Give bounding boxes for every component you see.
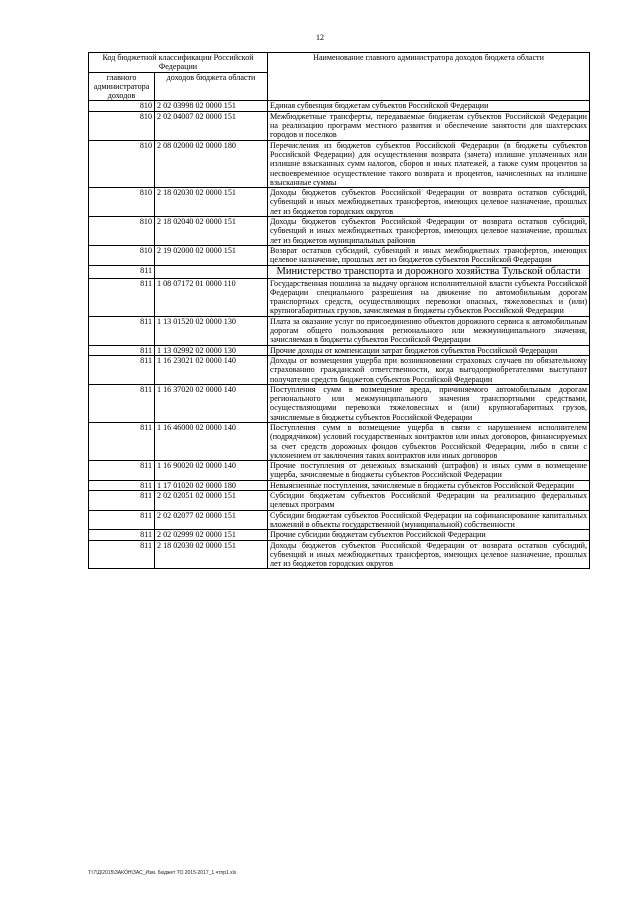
- income-name-cell: Доходы бюджетов субъектов Российской Федерации от возврата остатков субсидий, субвенций и иных межбюджетных трансфертов, имеющих целевое назначение, прошлых лет из бюджетов городских округов: [268, 540, 590, 569]
- income-name-cell: Невыясненные поступления, зачисляемые в бюджеты субъектов Российской Федерации: [268, 480, 590, 490]
- admin-code-cell: 811: [89, 278, 155, 316]
- admin-code-cell: 811: [89, 510, 155, 530]
- income-name-cell: Доходы бюджетов субъектов Российской Федерации от возврата остатков субсидий, субвенций и иных межбюджетных трансфертов, имеющих целевое назначение, прошлых лет из бюджетов муниципальных районов: [268, 217, 590, 246]
- income-name-cell: Возврат остатков субсидий, субвенций и иных межбюджетных трансфертов, имеющих целевое назначение, прошлых лет из бюджетов субъектов Российской Федерации: [268, 245, 590, 265]
- income-code-cell: 1 08 07172 01 0000 110: [155, 278, 268, 316]
- income-name-cell: Доходы от возмещения ущерба при возникновении страховых случаев по обязательному страхованию гражданской ответственности, когда выгодоприобретателями выступают получатели средств бюджетов субъектов Российской Федерации: [268, 355, 590, 384]
- table-row: [89, 245, 590, 265]
- income-name-cell: Единая субвенция бюджетам субъектов Российской Федерации: [268, 101, 590, 111]
- income-name-cell: Субсидии бюджетам субъектов Российской Федерации на софинансирование капитальных вложений в объекты государственной (муниципальной) собственности: [268, 510, 590, 530]
- income-name-cell: Прочие доходы от компенсации затрат бюджетов субъектов Российской Федерации: [268, 345, 590, 355]
- income-name-cell: Плата за оказание услуг по присоединению объектов дорожного сервиса к автомобильным дорогам общего пользования регионального или межмуниципального значения, зачисляемая в бюджеты субъектов Российской Федерации: [268, 316, 590, 345]
- section-header-row: [89, 265, 590, 278]
- table-row: [89, 111, 590, 140]
- income-code-cell: 1 16 37020 02 0000 140: [155, 384, 268, 422]
- table-row: [89, 491, 590, 511]
- table-row: [89, 217, 590, 246]
- admin-code-cell: 810: [89, 140, 155, 187]
- table-row: [89, 101, 590, 111]
- income-code-cell: 2 02 02999 02 0000 151: [155, 530, 268, 540]
- section-admin-code: 811: [89, 265, 155, 278]
- table-row: [89, 422, 590, 460]
- admin-code-cell: 810: [89, 101, 155, 111]
- income-name-cell: Прочие субсидии бюджетам субъектов Российской Федерации: [268, 530, 590, 540]
- income-code-cell: 1 13 01520 02 0000 130: [155, 316, 268, 345]
- table-header: [89, 53, 590, 101]
- income-code-cell: 1 13 02992 02 0000 130: [155, 345, 268, 355]
- income-code-cell: 2 02 03998 02 0000 151: [155, 101, 268, 111]
- income-code-cell: 2 18 02030 02 0000 151: [155, 540, 268, 569]
- table-row: [89, 188, 590, 217]
- income-name-cell: Перечисления из бюджетов субъектов Российской Федерации (в бюджеты субъектов Российской Федерации) для осуществления возврата (зачета) излишне уплаченных или излишне взысканных сумм налогов, сборов и иных платежей, а также сумм процентов за несвоевременное осуществление такого возврата и процентов, начисленных на излишне взысканные суммы: [268, 140, 590, 187]
- page-number: 12: [316, 33, 324, 42]
- admin-code-cell: 810: [89, 188, 155, 217]
- table-row: [89, 140, 590, 187]
- table-row: [89, 530, 590, 540]
- admin-code-cell: 811: [89, 530, 155, 540]
- header-main-admin: главного администратора доходов: [89, 72, 155, 101]
- table-row: [89, 480, 590, 490]
- admin-code-cell: 811: [89, 355, 155, 384]
- admin-code-cell: 811: [89, 461, 155, 481]
- table-body-811: [89, 278, 590, 569]
- table-row: [89, 316, 590, 345]
- section-title: Министерство транспорта и дорожного хозяйства Тульской области: [268, 265, 590, 278]
- table-row: [89, 540, 590, 569]
- section-empty-cell: [155, 265, 268, 278]
- table-row: [89, 278, 590, 316]
- admin-code-cell: 811: [89, 316, 155, 345]
- admin-code-cell: 811: [89, 540, 155, 569]
- income-code-cell: 2 18 02030 02 0000 151: [155, 188, 268, 217]
- table-row: [89, 510, 590, 530]
- table-row: [89, 345, 590, 355]
- income-code-cell: 1 16 46000 02 0000 140: [155, 422, 268, 460]
- income-name-cell: Поступления сумм в возмещение ущерба в связи с нарушением исполнителем (подрядчиком) условий государственных контрактов или иных договоров, финансируемых за счет средств дорожных фондов субъектов Российской Федерации, либо в связи с уклонением от заключения таких контрактов или иных договоров: [268, 422, 590, 460]
- income-code-cell: 1 16 90020 02 0000 140: [155, 461, 268, 481]
- income-name-cell: Государственная пошлина за выдачу органом исполнительной власти субъекта Российской Федерации специального разрешения на движение по автомобильным дорогам транспортных средств, осуществляющих перевозки опасных, тяжеловесных и (или) крупногабаритных грузов, зачисляемая в бюджеты субъектов Российской Федерации: [268, 278, 590, 316]
- header-income-code: доходов бюджета области: [155, 72, 268, 101]
- table-row: [89, 384, 590, 422]
- income-code-cell: 2 08 02000 02 0000 180: [155, 140, 268, 187]
- file-path-footer: T:\7\Д\2015\ЗАКОН\ЗАС_Изм. бюджет ТО 2015-2017_1 чтпр1.xls: [88, 870, 237, 876]
- table-row: [89, 355, 590, 384]
- budget-classification-table: [88, 52, 590, 569]
- header-admin-name: Наименование главного администратора доходов бюджета области: [268, 53, 590, 101]
- admin-code-cell: 811: [89, 480, 155, 490]
- income-code-cell: 1 17 01020 02 0000 180: [155, 480, 268, 490]
- income-code-cell: 2 02 04007 02 0000 151: [155, 111, 268, 140]
- admin-code-cell: 811: [89, 491, 155, 511]
- income-code-cell: 1 16 23021 02 0000 140: [155, 355, 268, 384]
- header-classification-code: Код бюджетной классификации Российской Федерации: [89, 53, 268, 73]
- income-name-cell: Субсидии бюджетам субъектов Российской Федерации на реализацию федеральных целевых программ: [268, 491, 590, 511]
- admin-code-cell: 811: [89, 422, 155, 460]
- income-code-cell: 2 18 02040 02 0000 151: [155, 217, 268, 246]
- admin-code-cell: 810: [89, 245, 155, 265]
- income-name-cell: Доходы бюджетов субъектов Российской Федерации от возврата остатков субсидий, субвенций и иных межбюджетных трансфертов, имеющих целевое назначение, прошлых лет из бюджетов городских округов: [268, 188, 590, 217]
- admin-code-cell: 811: [89, 345, 155, 355]
- income-code-cell: 2 02 02051 02 0000 151: [155, 491, 268, 511]
- admin-code-cell: 810: [89, 217, 155, 246]
- income-name-cell: Межбюджетные трансферты, передаваемые бюджетам субъектов Российской Федерации на реализацию программ местного развития и обеспечение занятости для шахтерских городов и поселков: [268, 111, 590, 140]
- admin-code-cell: 810: [89, 111, 155, 140]
- income-name-cell: Прочие поступления от денежных взысканий (штрафов) и иных сумм в возмещение ущерба, зачисляемые в бюджеты субъектов Российской Федерации: [268, 461, 590, 481]
- income-code-cell: 2 02 02077 02 0000 151: [155, 510, 268, 530]
- admin-code-cell: 811: [89, 384, 155, 422]
- table-row: [89, 461, 590, 481]
- table-body-810: [89, 101, 590, 265]
- income-code-cell: 2 19 02000 02 0000 151: [155, 245, 268, 265]
- section-row: [89, 265, 590, 278]
- income-name-cell: Поступления сумм в возмещение вреда, причиняемого автомобильным дорогам регионального или межмуниципального значения транспортными средствами, осуществляющими перевозки тяжеловесных и (или) крупногабаритных грузов, зачисляемые в бюджеты субъектов Российской Федерации: [268, 384, 590, 422]
